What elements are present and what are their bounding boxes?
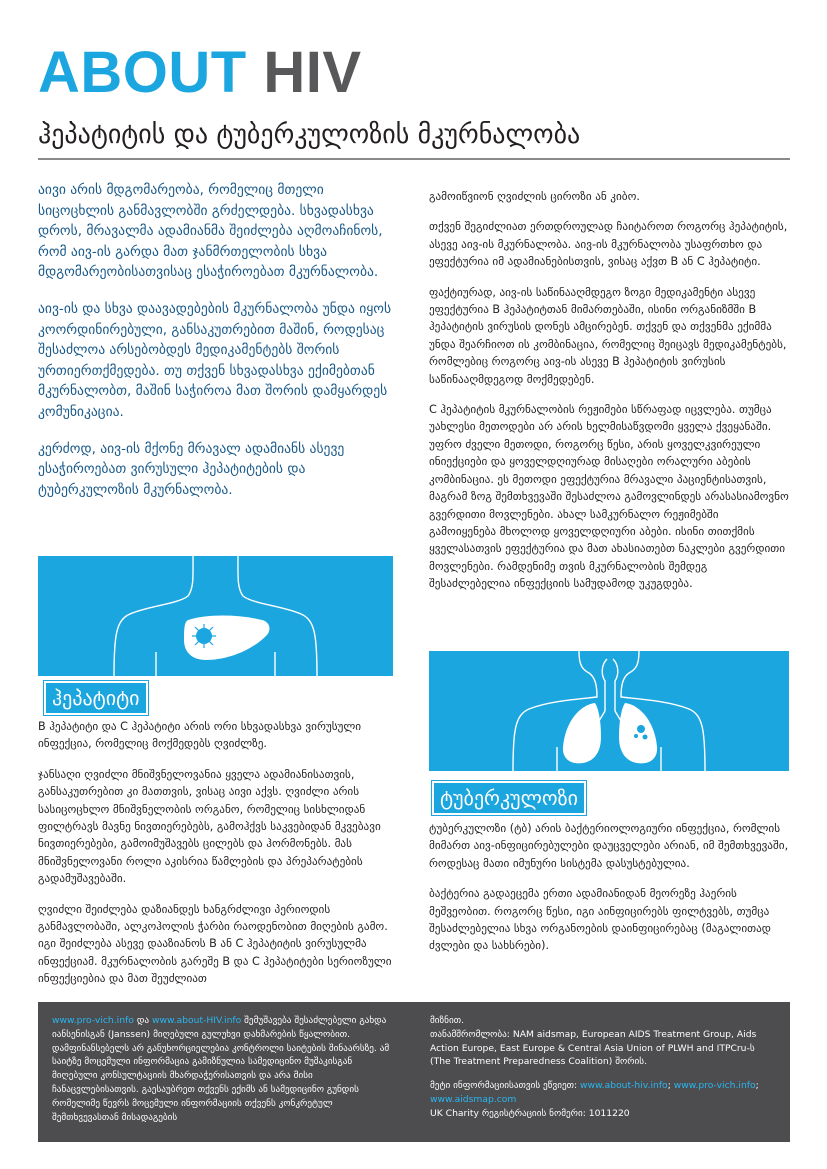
footer-and: და [133,1015,152,1026]
body-lungs-icon [429,651,789,771]
tuberculosis-heading: ტუბერკულოზი [432,781,586,815]
hepatitis-heading: ჰეპატიტი [44,681,148,715]
footer-link-pro-vich[interactable]: www.pro-vich.info [52,1015,134,1026]
footer-info-label: მეტი ინფორმაციისათვის ეწვიეთ: [430,1080,580,1092]
title-about: ABOUT [38,40,247,105]
footer [38,1002,790,1142]
hepatitis-paragraph: ღვიძლი შეიძლება დაზიანდეს ხანგრძლივი პერიოდის განმავლობაში, ალკოჰოლის ჭარბი რაოდენობით მიღების გამო. იგი შეიძლება ასევე დააზიანოს B ან C ჰეპატიტის ვირუსულმა ინფექციამ. მკურნალობის გარეშე B და C ჰეპატიტები სერიოზული ინფექციებია და მათ შეუძლიათ [38,902,392,986]
footer-disclaimer: შემუშავება შესაძლებელი გახდა იანსენისგან (Janssen) მიღებული გულუხვი დახმარების წყალობით. დამფინანსებელს არ განუხორციელებია კონტროლი საიტების შინაარსზე. ამ საიტზე მოცემული ინფორმაცია გამიზნულია სამედიცინო მუშაკისგან მიღებული კონსულტაციის მხარდაჭერისათვის და არა მისი ჩანაცვლებისათვის. გაესაუბრეთ თქვენს ექიმს ან სამედიცინო გუნდის რომელიმე წევრს მოცემული ინფორმაციის თქვენს კონკრეტულ შემთხვევასთან მისადაგების [52,1015,390,1123]
footer-right [430,1014,770,1131]
body-paragraph: C ჰეპატიტის მკურნალობის რეჟიმები სწრაფად იცვლება. თუმცა უახლესი მეთოდები არ არის ხელმისაწვდომი ყველა ქვეყანაში. უფრო ძველი მეთოდი, როგორც წესი, არის ყოველკვირეული ინიექციები და ყოველდღიურად მისაღები ორალური აბების კომბინაცია. ეს მეთოდი ეფექტურია მრავალი პაციენტისათვის, მაგრამ ზოგ შემთხვევაში შესაძლოა გამოვლინდეს არასასიამოვნო გვერდითი მოვლენები. ახალ სამკურნალო რეჟიმებში გამოიყენება მხოლოდ ყოველდღიური აბები. ისინი თითქმის ყველასათვის ეფექტურია და მათ ახასიათებთ ნაკლები გვერდითი მოვლენები. რამდენიმე თვის მკურნალობის შემდეგ შესაძლებელია ინფექციის სამუდამოდ უკუგდება. [429,403,789,591]
hepatitis-section [38,718,393,1001]
intro-paragraph: კერძოდ, აივ-ის მქონე მრავალ ადამიანს ასევე ესაჭიროებათ ვირუსული ჰეპატიტების და ტუბერკულოზის მკურნალობა. [38,440,345,498]
footer-link-about-hiv[interactable]: www.about-HIV.info [151,1015,242,1026]
hepatitis-paragraph: B ჰეპატიტი და C ჰეპატიტი არის ორი სხვადასხვა ვირუსული ინფექცია, რომელიც მოქმედებს ღვიძლზე. [38,720,362,751]
page-subtitle: ჰეპატიტის და ტუბერკულოზის მკურნალობა [38,118,790,160]
body-paragraph: გამოიწვიონ ღვიძლის ციროზი ან კიბო. [429,190,640,203]
intro-paragraph: აივი არის მდგომარეობა, რომელიც მთელი სიცოცხლის განმავლობში გრძელდება. სხვადასხვა დროს, მრავალმა ადამიანმა შეიძლება აღმოაჩინოს, რომ აივ-ის გარდა მათ ჯანმრთელობის სხვა მდგომარეობისათვისაც ესაჭიროებათ მკურნალობა. [38,182,383,281]
body-paragraph: თქვენ შეგიძლიათ ერთდროულად ჩაიტაროთ როგორც ჰეპატიტის, ასევე აივ-ის მკურნალობა. აივ-ის მკურნალობა უსაფრთხო და ეფექტურია იმ ადამიანებისთვის, ვისაც აქვთ B ან C ჰეპატიტი. [429,220,788,269]
intro-paragraph: აივ-ის და სხვა დაავადებების მკურნალობა უნდა იყოს კოორდინირებული, განსაკუთრებით მაშინ, როდესაც შესაძლოა არსებობდეს მედიკამენტებს შორის ურთიერთქმედება. თუ თქვენ სხვადასხვა ექიმებთან მკურნალობთ, მაშინ საჭიროა მათ შორის დამყარდეს კომუნიკაცია. [38,300,392,420]
tuberculosis-paragraph: ბაქტერია გადაეცემა ერთი ადამიანიდან მეორეზე ჰაერის მეშვეობით. როგორც წესი, იგი აინფიცირებს ფილტვებს, თუმცა შესაძლებელია სხვა ორგანოების დაინფიცირებაც (მაგალითად ძვლები და სახსრები). [429,887,771,953]
lungs-illustration [429,651,789,771]
footer-left [52,1014,394,1124]
footer-link-pro-vich-info[interactable]: www.pro-vich.info [673,1080,756,1092]
body-liver-icon [38,556,393,676]
footer-link-about-hiv-info[interactable]: www.about-hiv.info [579,1080,668,1092]
body-paragraph: ფაქტიურად, აივ-ის საწინააღმდეგო ზოგი მედიკამენტი ასევე ეფექტურია B ჰეპატიტთან მიმართებაში, ისინი ორგანიზმში B ჰეპატიტის ვირუსის დონეს ამცირებენ. თქვენ და თქვენმა ექიმმა უნდა შეარჩიოთ ის კომბინაცია, რომელიც შეიცავს მედიკამენტებს, რომლებიც როგორც აივ-ის ასევე B ჰეპატიტის ვირუსის საწინააღმდეგოდ მოქმედებენ. [429,285,787,386]
footer-more-info [430,1079,770,1107]
tuberculosis-section [429,820,789,968]
footer-sep: ; [755,1080,759,1092]
footer-link-aidsmap[interactable]: www.aidsmap.com [430,1093,517,1105]
tuberculosis-paragraph: ტუბერკულოზი (ტბ) არის ბაქტერიოლოგიური ინფექცია, რომლის მიმართ აივ-ინფიცირებულები დაუცველები არიან, იმ შემთხვევაში, როდესაც მათი იმუნური სისტემა დასუსტებულია. [429,822,789,870]
footer-charity: UK Charity რეგისტრაციის ნომერი: 1011220 [430,1107,630,1119]
hepatitis-paragraph: ჯანსაღი ღვიძლი მნიშვნელოვანია ყველა ადამიანისათვის, განსაკუთრებით კი მათთვის, ვისაც აივი აქვს. ღვიძლი არის სასიცოცხლო მნიშვნელობის ორგანო, რომელიც სისხლიდან ფილტრავს მავნე ნივთიერებებს, გამოჰქვს საკვებიდან მკვებავი ნივთიერებები, გამოიმუშავებს ცილებს და ჰორმონებს. მას მნიშვნელოვანი როლი აკისრია წამლების და პრეპარატების გადამუშავებაში. [38,767,381,886]
title-hiv: HIV [263,40,362,105]
page-title [38,40,362,106]
footer-collaboration: თანამშრომლობა: NAM aidsmap, European AIDS Treatment Group, Aids Action Europe, East Europe & Central Asia Union of PLWH and ITPCru-ს (The Treatment Preparedness Coalition) შორის. [430,1028,757,1068]
footer-sep: ; [667,1080,674,1092]
right-column [429,188,789,606]
liver-illustration [38,556,393,676]
intro-section [38,180,393,516]
footer-right-line1: მიზნით. [430,1015,464,1026]
